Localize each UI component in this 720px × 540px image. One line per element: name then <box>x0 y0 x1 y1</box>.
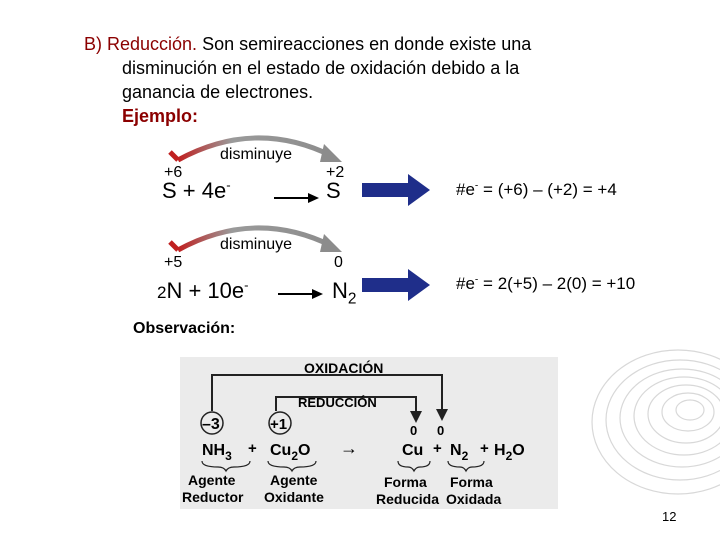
agente-reductor-2: Reductor <box>182 489 244 505</box>
agente-reductor-1: Agente <box>188 472 236 488</box>
reduccion-label: REDUCCIÓN <box>298 395 377 410</box>
equation-arrow: → <box>340 438 358 458</box>
example2-ox-left: +5 <box>164 254 183 271</box>
forma-oxidada-2: Oxidada <box>446 491 502 507</box>
formula-n2: $N_2$ <box>450 442 469 463</box>
ox-n2: 0 <box>437 423 445 438</box>
example2-reactants: 2N + 10e- <box>157 277 249 303</box>
oxidacion-label: OXIDACIÓN <box>304 360 384 376</box>
formula-h2o: $H_2O$ <box>494 442 525 463</box>
redox-figure <box>180 357 558 509</box>
intro-text-2: disminución en el estado de oxidación debido a la <box>122 58 520 78</box>
forma-oxidada-1: Forma <box>450 474 493 490</box>
example1-result: #e- = (+6) – (+2) = +4 <box>456 180 617 199</box>
ox-cu2o: +1 <box>270 416 288 433</box>
decorative-swirl <box>570 340 720 540</box>
formula-cu: Cu <box>402 442 424 459</box>
forma-reducida-1: Forma <box>384 474 427 490</box>
example2-product: $N_2$ <box>332 278 357 308</box>
ox-cu: 0 <box>410 423 418 438</box>
formula-nh3: $NH_3$ <box>202 442 232 463</box>
example2-block-arrow-icon <box>362 268 432 302</box>
observacion-heading: Observación: <box>133 320 236 337</box>
example2-result: #e- = 2(+5) – 2(0) = +10 <box>456 274 636 293</box>
forma-reducida-2: Reducida <box>376 491 440 507</box>
example1-reactants: S + 4e- <box>162 177 231 203</box>
example1-block-arrow-icon <box>362 173 432 207</box>
example2-arrow-label: disminuye <box>220 236 293 253</box>
ox-nh3: –3 <box>202 416 220 433</box>
example1-ox-right: +2 <box>326 164 345 181</box>
example1-reaction-arrow <box>274 192 320 204</box>
intro-paragraph <box>84 32 644 128</box>
formula-cu2o: $Cu_2O$ <box>270 442 311 463</box>
intro-text-1: Son semireacciones en donde existe una <box>197 34 532 54</box>
example2-reaction-arrow <box>278 288 324 300</box>
page-number: 12 <box>662 509 677 524</box>
example1-product: S <box>326 178 341 203</box>
agente-oxidante-2: Oxidante <box>264 489 324 505</box>
plus-1: + <box>248 440 257 457</box>
section-label: B) Reducción. <box>84 34 198 54</box>
plus-3: + <box>480 440 489 457</box>
example1-ox-left: +6 <box>164 164 183 181</box>
plus-2: + <box>433 440 442 457</box>
example1-arrow-label: disminuye <box>220 146 293 163</box>
agente-oxidante-1: Agente <box>270 472 318 488</box>
intro-text-3: ganancia de electrones. <box>122 82 314 102</box>
example2-ox-right: 0 <box>334 254 343 271</box>
ejemplo-heading: Ejemplo: <box>122 106 199 126</box>
